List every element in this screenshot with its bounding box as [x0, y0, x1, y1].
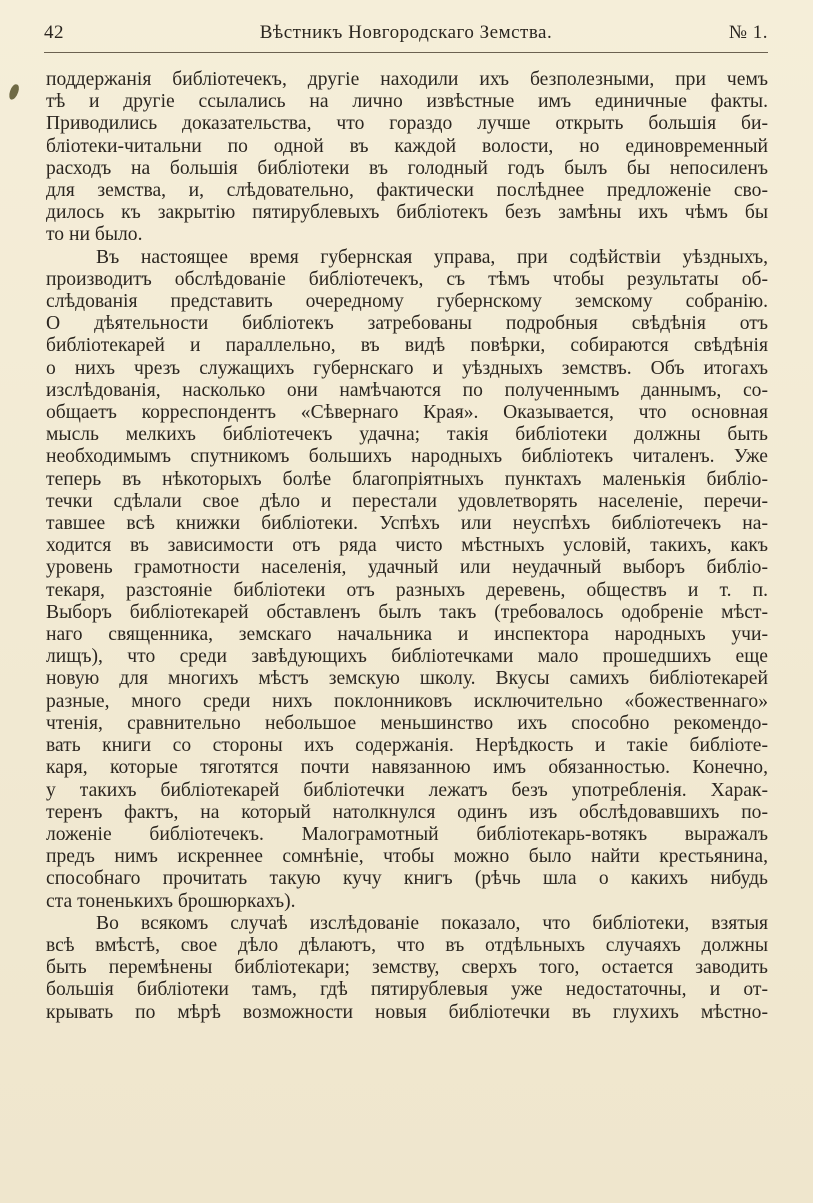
text-line: новую для многихъ мѣстъ земскую школу. Вкусы самихъ библіотекарей	[46, 668, 768, 690]
text-line: общаетъ корреспондентъ «Сѣвернаго Края». Оказывается, что основная	[46, 402, 768, 424]
text-line: о нихъ чрезъ служащихъ губернскаго и уѣздныхъ земствъ. Объ итогахъ	[46, 357, 768, 379]
text-line: О дѣятельности библіотекъ затребованы подробныя свѣдѣнія отъ	[46, 313, 768, 335]
text-line: то ни было.	[46, 224, 143, 246]
text-line: Во всякомъ случаѣ изслѣдованіе показало, что библіотеки, взятыя	[96, 912, 768, 934]
text-line: ходится въ зависимости отъ ряда чисто мѣстныхъ условій, такихъ, какъ	[46, 535, 768, 557]
text-line: течки сдѣлали свое дѣло и перестали удовлетворять населеніе, перечи-	[46, 490, 768, 512]
text-line: способнаго прочитать такую кучу книгъ (рѣчь шла о какихъ нибудь	[46, 868, 768, 890]
text-line: лищъ), что среди завѣдующихъ библіотечками мало прошедшихъ еще	[46, 646, 768, 668]
body-text	[46, 69, 768, 1024]
text-line: производитъ обслѣдованіе библіотечекъ, съ тѣмъ чтобы результаты об-	[46, 268, 768, 290]
text-line: ложеніе библіотечекъ. Малограмотный библіотекарь-вотякъ выражалъ	[46, 823, 768, 845]
paragraph	[46, 69, 768, 247]
text-line: поддержанія библіотечекъ, другіе находили ихъ безполезными, при чемъ	[46, 69, 768, 90]
text-line: всѣ вмѣстѣ, свое дѣло дѣлаютъ, что въ отдѣльныхъ случаяхъ должны	[46, 934, 768, 956]
text-line: предъ нимъ искреннее сомнѣніе, чтобы можно было найти крестьянина,	[46, 846, 768, 868]
paragraph	[46, 247, 768, 913]
text-line: необходимымъ спутникомъ большихъ народныхъ библіотекъ читаленъ. Уже	[46, 446, 768, 468]
paragraph	[46, 913, 768, 1024]
text-line: быть перемѣнены библіотекари; земству, сверхъ того, остается заводить	[46, 957, 768, 979]
text-line: для земства, и, слѣдовательно, фактически послѣднее предложеніе сво-	[46, 180, 768, 202]
text-line: разные, много среди нихъ поклонниковъ исключительно «божественнаго»	[46, 690, 768, 712]
text-line: Въ настоящее время губернская управа, при содѣйствіи уѣздныхъ,	[96, 246, 768, 268]
text-line: тѣ и другіе ссылались на лично извѣстные имъ единичные факты.	[46, 91, 768, 113]
text-line: тавшее всѣ книжки библіотеки. Успѣхъ или неуспѣхъ библіотечекъ на-	[46, 513, 768, 535]
text-line: у такихъ библіотекарей библіотечки лежатъ безъ употребленія. Харак-	[46, 779, 768, 801]
text-line: теперь въ нѣкоторыхъ болѣе благопріятныхъ пунктахъ маленькія библіо-	[46, 468, 768, 490]
text-line: теренъ фактъ, на который натолкнулся одинъ изъ обслѣдовавшихъ по-	[46, 801, 768, 823]
text-line: чтенія, сравнительно небольшое меньшинство ихъ способно рекомендо-	[46, 712, 768, 734]
text-line: слѣдованія представить очередному губернскому земскому собранію.	[46, 291, 768, 313]
text-line: Выборъ библіотекарей обставленъ былъ такъ (требовалось одобреніе мѣст-	[46, 601, 768, 623]
journal-title: Вѣстникъ Новгородскаго Земства.	[259, 22, 553, 43]
text-line: мысль мелкихъ библіотечекъ удачна; такія библіотеки должны быть	[46, 424, 768, 446]
text-line: библіотекарей и параллельно, въ видѣ повѣрки, собираются свѣдѣнія	[46, 335, 768, 357]
text-line: текаря, разстояніе библіотеки отъ разныхъ деревень, обществъ и т. п.	[46, 579, 768, 601]
text-line: каря, которые тяготятся почти навязанною имъ обязанностью. Конечно,	[46, 757, 768, 779]
ink-blot	[8, 83, 21, 101]
page-number: 42	[44, 22, 64, 43]
text-line: изслѣдованія, насколько они намѣчаются по полученнымъ даннымъ, со-	[46, 379, 768, 401]
text-line: вать книги со стороны ихъ содержанія. Нерѣдкость и такіе библіоте-	[46, 735, 768, 757]
issue-number: № 1.	[728, 22, 768, 43]
running-header	[44, 22, 768, 48]
text-line: бліотеки-читальни по одной въ каждой волости, но единовременный	[46, 135, 768, 157]
text-line: крывать по мѣрѣ возможности новыя библіотечки въ глухихъ мѣстно-	[46, 1001, 768, 1023]
text-line: большія библіотеки тамъ, гдѣ пятирублевыя уже недостаточны, и от-	[46, 979, 768, 1001]
text-line: уровень грамотности населенія, удачный или неудачный выборъ библіо-	[46, 557, 768, 579]
text-line: расходъ на большія библіотеки въ голодный годъ былъ бы непосиленъ	[46, 157, 768, 179]
text-line: ста тоненькихъ брошюркахъ).	[46, 890, 296, 912]
header-rule	[44, 52, 768, 53]
text-line: дилось къ закрытію пятирублевыхъ библіотекъ безъ замѣны ихъ чѣмъ бы	[46, 202, 768, 224]
text-line: наго священника, земскаго начальника и инспектора народныхъ учи-	[46, 624, 768, 646]
text-line: Приводились доказательства, что гораздо лучше открыть большія би-	[46, 113, 768, 135]
